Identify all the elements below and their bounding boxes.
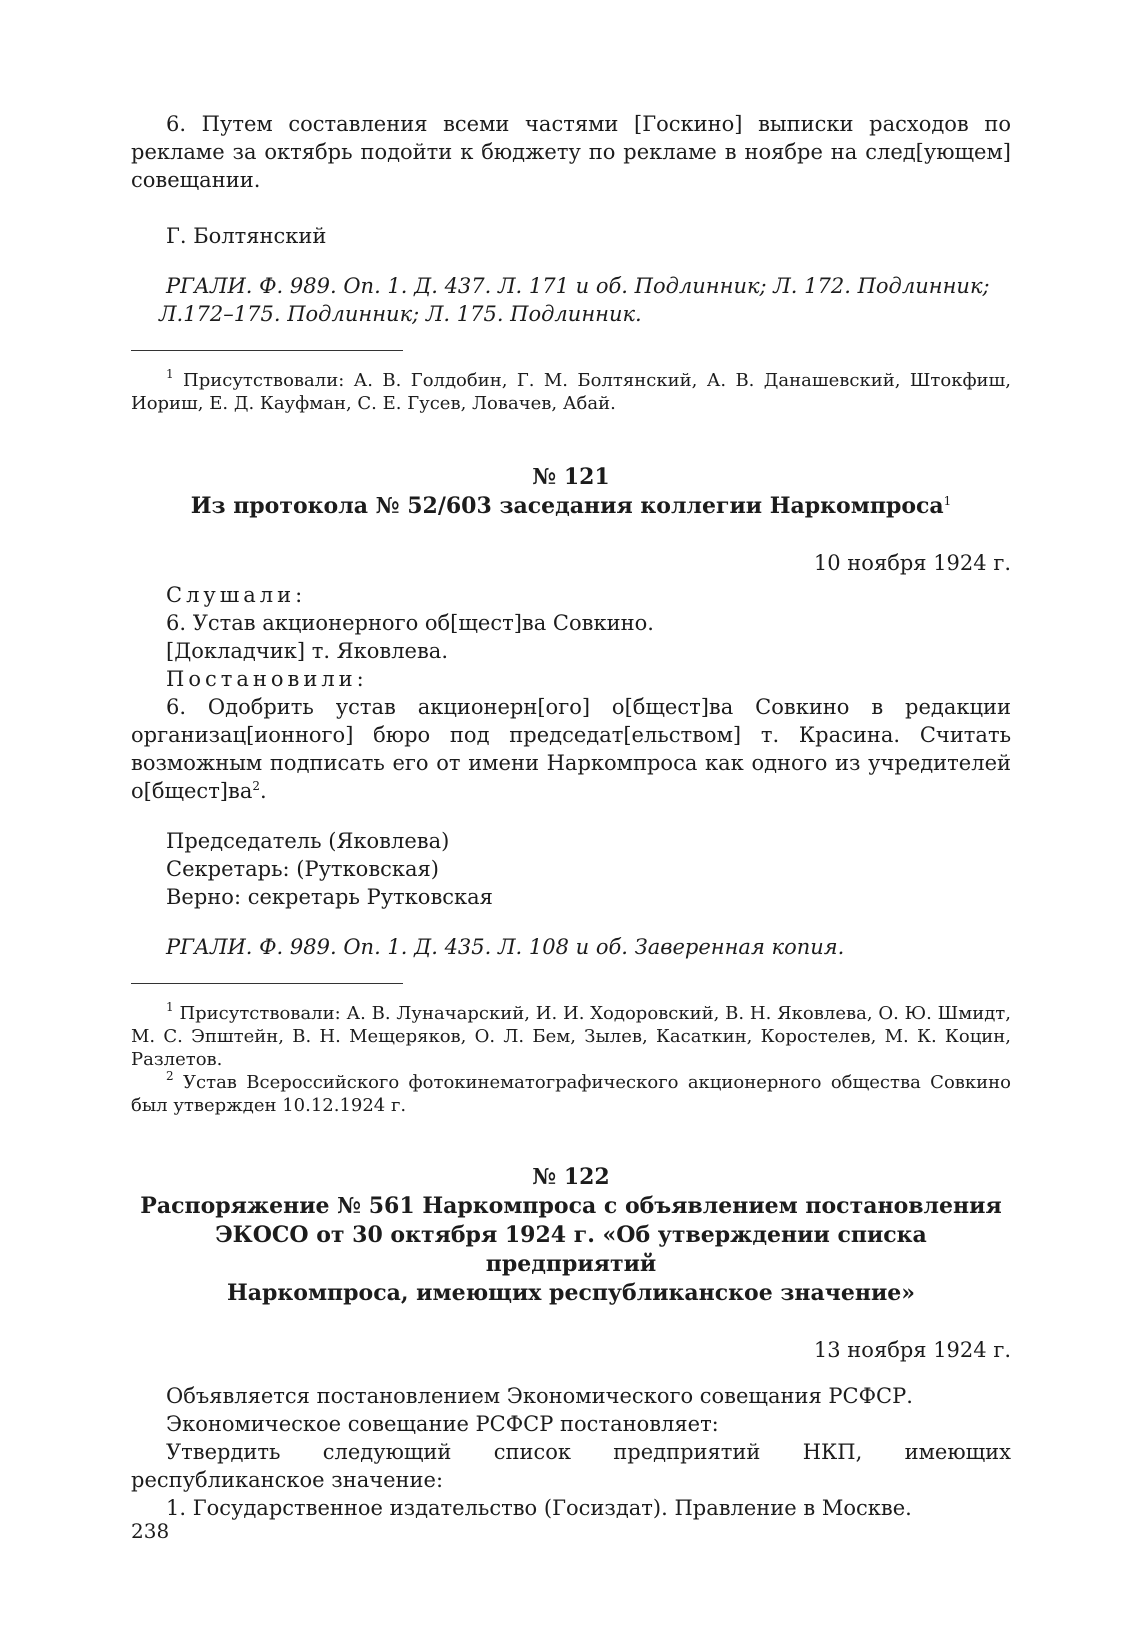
doc-121-body <box>131 581 1011 805</box>
chair: Председатель (Яковлева) <box>166 829 450 853</box>
doc-121-date: 10 ноября 1924 г. <box>813 551 1011 575</box>
doc-122-title-line1: Распоряжение № 561 Наркомпроса с объявлением постановления <box>140 1193 1002 1219</box>
footnote-mark: 1 <box>166 1000 174 1014</box>
footnote-mark: 2 <box>166 1069 174 1083</box>
archive-source-line2: Л.172–175. Подлинник; Л. 175. Подлинник. <box>159 302 642 326</box>
page-number: 238 <box>131 1519 170 1543</box>
secretary: Секретарь: (Рутковская) <box>166 857 439 881</box>
doc-122-p1: Объявляется постановлением Экономического совещания РСФСР. <box>166 1384 913 1408</box>
archive-source-line1: РГАЛИ. Ф. 989. Оп. 1. Д. 437. Л. 171 и об. Подлинник; Л. 172. Подлинник; <box>166 274 990 298</box>
signatories <box>131 827 1011 911</box>
doc-121-footnotes <box>131 1002 1011 1117</box>
resolution-mark: 2 <box>252 779 260 793</box>
resolution-text: 6. Одобрить устав акционерн[ого] о[бщест]ва Совкино в редакции организац[ионного] бюро под председат[ельством] т. Красина. Считать возможным подписать его от имени Наркомпроса как одного из учредителей о[бщест]ва <box>131 695 1011 803</box>
footnote <box>131 369 1011 415</box>
footnote-text: Присутствовали: А. В. Голдобин, Г. М. Болтянский, А. В. Данашевский, Штокфиш, Иориш, Е. Д. Кауфман, С. Е. Гусев, Ловачев, Абай. <box>131 370 1011 414</box>
footnote-divider <box>131 350 403 351</box>
footnote <box>131 1071 1011 1117</box>
speaker: [Докладчик] т. Яковлева. <box>166 639 449 663</box>
doc-122-title-line3: Наркомпроса, имеющих республиканское значение» <box>226 1280 916 1306</box>
doc-121-title <box>131 492 1011 521</box>
archive-source <box>131 272 1011 328</box>
doc-121-title-text: Из протокола № 52/603 заседания коллегии Наркомпроса <box>190 493 944 519</box>
footnote-text: Присутствовали: А. В. Луначарский, И. И. Ходоровский, В. Н. Яковлева, О. Ю. Шмидт, М. С. Эпштейн, В. Н. Мещеряков, О. Л. Бем, Зылев, Касаткин, Коростелев, М. К. Коцин, Разлетов. <box>131 1003 1011 1070</box>
item-6-text: 6. Путем составления всеми частями [Госкино] выписки расходов по рекламе за октябрь подойти к бюджету по рекламе в ноябре на след[ующем] совещании. <box>131 112 1011 192</box>
heard-item: 6. Устав акционерного об[щест]ва Совкино. <box>166 611 654 635</box>
footnote-text: Устав Всероссийского фотокинематографического акционерного общества Совкино был утвержден 10.12.1924 г. <box>131 1072 1011 1116</box>
heard-label: Слушали: <box>166 583 307 607</box>
doc-122-body <box>131 1382 1011 1522</box>
doc-122-date: 13 ноября 1924 г. <box>813 1338 1011 1362</box>
doc-122-title-line2: ЭКОСО от 30 октября 1924 г. «Об утверждении списка предприятий <box>215 1222 927 1277</box>
footnote <box>131 1002 1011 1071</box>
page-body <box>131 110 1011 1522</box>
signature: Г. Болтянский <box>166 224 327 248</box>
resolution <box>131 693 1011 805</box>
certified: Верно: секретарь Рутковская <box>166 885 493 909</box>
doc-122-p3: Утвердить следующий список предприятий НКП, имеющих республиканское значение: <box>131 1440 1011 1492</box>
doc-122-p2: Экономическое совещание РСФСР постановляет: <box>166 1412 719 1436</box>
resolved-label: Постановили: <box>166 667 368 691</box>
doc-122-p4: 1. Государственное издательство (Госиздат). Правление в Москве. <box>166 1496 912 1520</box>
doc-122-number: № 122 <box>532 1164 610 1190</box>
doc-121-title-mark: 1 <box>943 494 952 508</box>
doc-121-source: РГАЛИ. Ф. 989. Оп. 1. Д. 435. Л. 108 и об. Заверенная копия. <box>166 935 845 959</box>
doc-121-number: № 121 <box>532 464 610 490</box>
footnote-mark: 1 <box>166 367 174 381</box>
resolution-end: . <box>260 779 267 803</box>
footnote-divider <box>131 983 403 984</box>
